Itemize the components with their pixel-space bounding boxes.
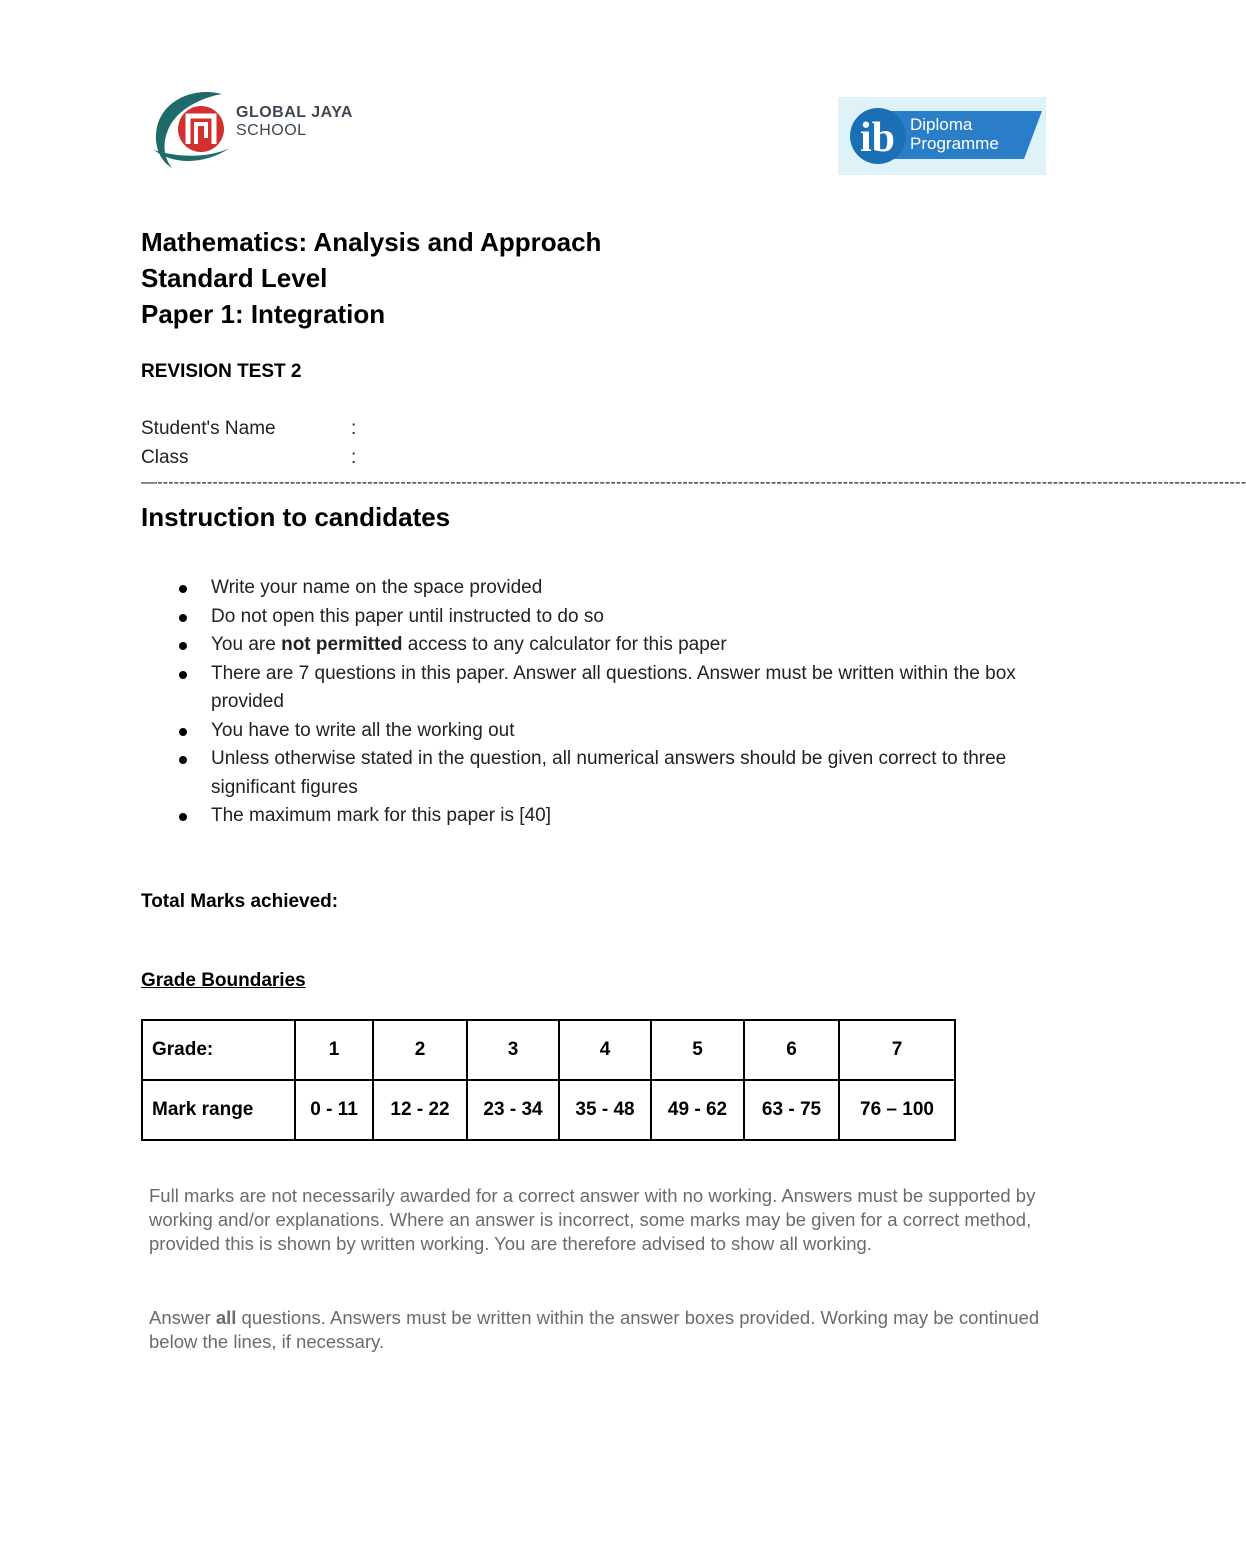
school-logo — [152, 88, 362, 172]
mark-range-row-label: Mark range — [142, 1080, 295, 1140]
ib-line1: Diploma — [910, 115, 973, 134]
list-item — [141, 631, 1071, 660]
table-row — [142, 1080, 955, 1140]
list-item: The maximum mark for this paper is [40] — [141, 802, 1071, 831]
class-field — [141, 447, 356, 469]
student-name-field — [141, 418, 356, 440]
paper-title — [141, 224, 601, 332]
grade-cell: 7 — [839, 1020, 955, 1080]
list-item: You have to write all the working out — [141, 717, 1071, 746]
answer-note — [149, 1306, 1054, 1354]
grade-cell: 5 — [651, 1020, 744, 1080]
dashed-separator: —----------------------------------------------------------------------------------------------------------------------------------------------------------------------------------------------------- — [141, 474, 1246, 491]
ib-logo — [838, 97, 1046, 175]
student-name-colon: : — [351, 418, 357, 439]
list-item: Do not open this paper until instructed to do so — [141, 603, 1071, 632]
grade-boundaries-table — [141, 1019, 956, 1141]
student-name-label: Student's Name — [141, 418, 276, 439]
instructions-heading: Instruction to candidates — [141, 502, 451, 532]
mark-range-cell: 23 - 34 — [467, 1080, 559, 1140]
instructions-list — [141, 574, 1071, 831]
list-item-pre: You are — [211, 634, 282, 655]
grade-cell: 1 — [295, 1020, 373, 1080]
school-name-line1: GLOBAL JAYA — [236, 104, 353, 121]
list-item: There are 7 questions in this paper. Answer all questions. Answer must be written within the box provided — [141, 660, 1071, 717]
working-note: Full marks are not necessarily awarded for a correct answer with no working. Answers must be supported by working and/or explanations. Where an answer is incorrect, some marks may be given for a correct method, provided this is shown by written working. You are therefore advised to show all working. — [149, 1185, 1036, 1254]
answer-note-bold: all — [215, 1307, 237, 1328]
paper-subtitle: Paper 1: Integration — [141, 299, 386, 329]
grade-cell: 6 — [744, 1020, 839, 1080]
class-label: Class — [141, 447, 189, 468]
grade-row-label: Grade: — [142, 1020, 295, 1080]
level-title: Standard Level — [141, 263, 328, 293]
class-colon: : — [351, 447, 357, 468]
grade-cell: 3 — [467, 1020, 559, 1080]
test-name: REVISION TEST 2 — [141, 361, 302, 382]
mark-range-cell: 12 - 22 — [373, 1080, 467, 1140]
svg-text:ib: ib — [860, 115, 896, 161]
grade-cell: 2 — [373, 1020, 467, 1080]
list-item-bold: not permitted — [281, 634, 403, 655]
mark-range-cell: 0 - 11 — [295, 1080, 373, 1140]
ib-programme-name — [910, 115, 999, 153]
mark-range-cell: 63 - 75 — [744, 1080, 839, 1140]
list-item-post: access to any calculator for this paper — [402, 634, 727, 655]
school-name-line2: SCHOOL — [236, 122, 307, 139]
ib-line2: Programme — [910, 134, 999, 153]
grade-boundaries-heading: Grade Boundaries — [141, 970, 306, 991]
answer-note-post: questions. Answers must be written within the answer boxes provided. Working may be continued below the lines, if necessary. — [149, 1307, 1040, 1352]
grade-cell: 4 — [559, 1020, 651, 1080]
subject-title: Mathematics: Analysis and Approach — [141, 227, 602, 257]
global-jaya-emblem-icon — [152, 88, 236, 172]
list-item: Unless otherwise stated in the question, all numerical answers should be given correct to three significant figures — [141, 745, 1071, 802]
list-item: Write your name on the space provided — [141, 574, 1071, 603]
school-name — [236, 104, 353, 140]
mark-range-cell: 49 - 62 — [651, 1080, 744, 1140]
mark-range-cell: 76 – 100 — [839, 1080, 955, 1140]
total-marks-label: Total Marks achieved: — [141, 891, 339, 912]
mark-range-cell: 35 - 48 — [559, 1080, 651, 1140]
table-row — [142, 1020, 955, 1080]
answer-note-pre: Answer — [149, 1307, 216, 1328]
